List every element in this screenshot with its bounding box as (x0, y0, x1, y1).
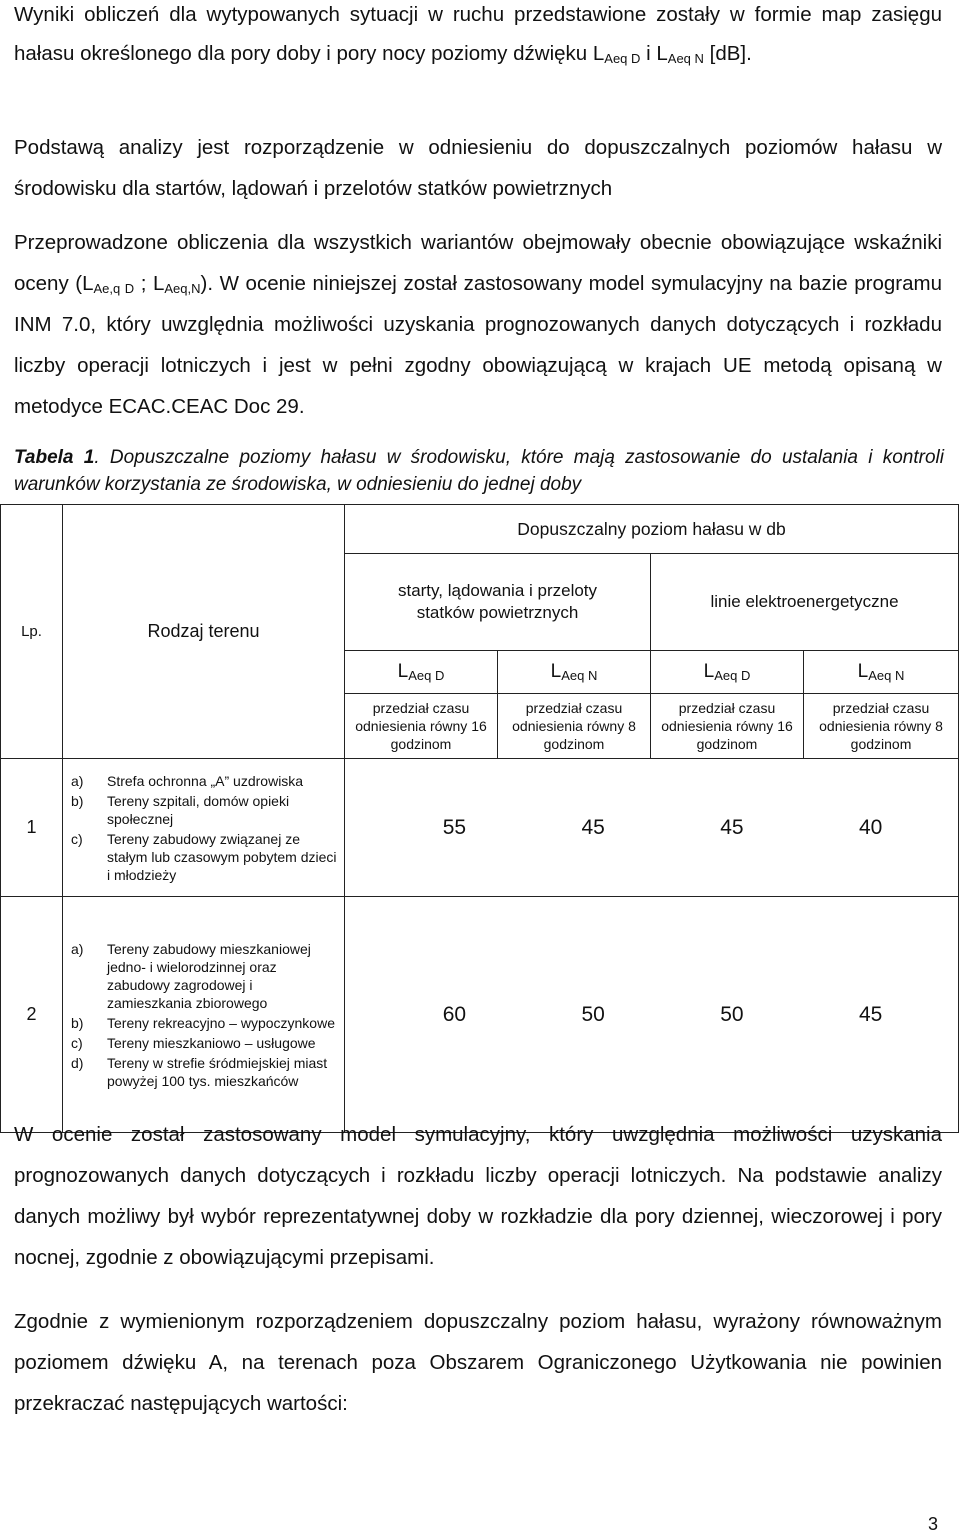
item-letter: a) (71, 772, 84, 789)
metric-l: L (703, 661, 715, 682)
subscript: Aeq,N (164, 281, 201, 296)
value-cell: 45 (858, 1002, 883, 1026)
list-item (71, 830, 340, 884)
value-cell: 50 (720, 1002, 744, 1026)
list-item (71, 940, 340, 1012)
text: [dB]. (703, 42, 752, 65)
header-noise-level: Dopuszczalny poziom hałasu w db (345, 505, 959, 554)
header-power-lines: linie elektroenergetyczne (651, 554, 959, 651)
noise-limits-table (0, 504, 959, 1133)
terrain-types (63, 759, 345, 897)
row-values (345, 759, 959, 897)
period-16h-1 (345, 694, 498, 759)
text: Przeprowadzone obliczenia dla wszystkich wariantów obejmowały obecnie obowiązujące wskaźniki oceny (L (14, 231, 942, 295)
subscript: Aeq N (667, 51, 704, 66)
metric-sub: Aeq D (408, 668, 445, 683)
paragraph-limits: Zgodnie z wymienionym rozporządzeniem dopuszczalny poziom hałasu, wyrażony równoważnym poziomem dźwięku A, na terenach poza Obszarem Ograniczonego Użytkowania nie powinien przekraczać następujących wartości: (14, 1310, 942, 1415)
item-text: Tereny w strefie śródmiejskiej miast powyżej 100 tys. mieszkańców (107, 1054, 328, 1089)
table-row (1, 759, 959, 897)
subscript: Ae,q D (93, 281, 135, 296)
row-number: 1 (1, 759, 63, 897)
metric-l: L (550, 661, 562, 682)
caption-text: . Dopuszczalne poziomy hałasu w środowisku, które mają zastosowanie do ustalania i kontroli warunków korzystania ze środowiska, w odniesieniu do jednej doby (14, 447, 944, 495)
item-letter: b) (71, 1014, 84, 1031)
caption-label: Tabela 1 (14, 447, 95, 468)
header-aircraft (345, 554, 651, 651)
table-caption (14, 444, 944, 498)
metric-laeq-d-2 (651, 651, 804, 694)
list-item (71, 1054, 340, 1090)
row-number: 2 (1, 897, 63, 1133)
list-item (71, 772, 340, 790)
metric-sub: Aeq N (561, 668, 598, 683)
period-text: przedział czasu odniesienia równy 8 godzinom (819, 700, 943, 752)
terrain-list (63, 930, 344, 1100)
item-text: Tereny mieszkaniowo – usługowe (107, 1034, 316, 1051)
list-item (71, 792, 340, 828)
header-aircraft-text: starty, lądowania i przeloty statków powietrznych (397, 581, 598, 622)
value-cell: 45 (581, 815, 605, 839)
period-text: przedział czasu odniesienia równy 8 godzinom (512, 700, 636, 752)
item-text: Tereny zabudowy mieszkaniowej jedno- i wielorodzinnej oraz zabudowy zagrodowej i zamieszkania zbiorowego (107, 940, 311, 1011)
text: ; L (134, 272, 165, 295)
period-text: przedział czasu odniesienia równy 16 godzinom (355, 700, 487, 752)
period-text: przedział czasu odniesienia równy 16 godzinom (661, 700, 793, 752)
item-letter: d) (71, 1054, 84, 1071)
value-cell: 45 (720, 815, 744, 839)
text: i L (640, 42, 668, 65)
header-rodzaj-terenu: Rodzaj terenu (63, 505, 345, 759)
metric-laeq-n-2 (804, 651, 959, 694)
terrain-types (63, 897, 345, 1133)
item-text: Tereny rekreacyjno – wypoczynkowe (107, 1014, 335, 1031)
item-letter: c) (71, 1034, 83, 1051)
terrain-list (63, 762, 344, 894)
table-row (1, 897, 959, 1133)
value-cell: 55 (442, 815, 467, 839)
metric-l: L (397, 661, 409, 682)
text: ). W ocenie niniejszej został zastosowany model symulacyjny na bazie programu INM 7.0, który uwzględnia możliwości uzyskania prognozowanych danych dotyczących i rozkładu liczby operacji lotniczych i jest w pełni zgodny obowiązującą w krajach UE metodą opisaną w metodyce ECAC.CEAC Doc 29. (14, 272, 942, 418)
period-8h-2 (804, 694, 959, 759)
metric-sub: Aeq N (868, 668, 905, 683)
paragraph-results-intro (14, 0, 942, 73)
text: Wyniki obliczeń dla wytypowanych sytuacji w ruchu przedstawione zostały w formie map zasięgu hałasu określonego dla pory doby i pory nocy poziomy dźwięku L (14, 3, 942, 65)
value-cell: 50 (581, 1002, 605, 1026)
item-letter: b) (71, 792, 84, 809)
value-cell: 60 (442, 1002, 467, 1026)
item-text: Tereny zabudowy związanej ze stałym lub czasowym pobytem dzieci i młodzieży (107, 830, 337, 883)
value-cell: 40 (858, 815, 883, 839)
header-lp: Lp. (1, 505, 63, 759)
item-letter: a) (71, 940, 84, 957)
paragraph-calculations (14, 222, 942, 427)
list-item (71, 1034, 340, 1052)
metric-laeq-n-1 (498, 651, 651, 694)
subscript: Aeq D (604, 51, 641, 66)
item-letter: c) (71, 830, 83, 847)
item-text: Tereny szpitali, domów opieki społecznej (107, 792, 290, 827)
paragraph-model: W ocenie został zastosowany model symulacyjny, który uwzględnia możliwości uzyskania prognozowanych danych dotyczących i rozkładu liczby operacji lotniczych. Na podstawie analizy danych możliwy był wybór reprezentatywnej doby w rozkładzie dla pory dziennej, wieczorowej i pory nocnej, zgodnie z obowiązującymi przepisami. (14, 1123, 942, 1269)
item-text: Strefa ochronna „A” uzdrowiska (107, 772, 304, 789)
page-number: 3 (927, 1514, 938, 1534)
metric-l: L (857, 661, 869, 682)
metric-sub: Aeq D (714, 668, 751, 683)
period-8h-1 (498, 694, 651, 759)
period-16h-2 (651, 694, 804, 759)
paragraph-legal-basis: Podstawą analizy jest rozporządzenie w odniesieniu do dopuszczalnych poziomów hałasu w środowisku dla startów, lądowań i przelotów statków powietrznych (14, 136, 942, 200)
row-values (345, 897, 959, 1133)
list-item (71, 1014, 340, 1032)
metric-laeq-d-1 (345, 651, 498, 694)
